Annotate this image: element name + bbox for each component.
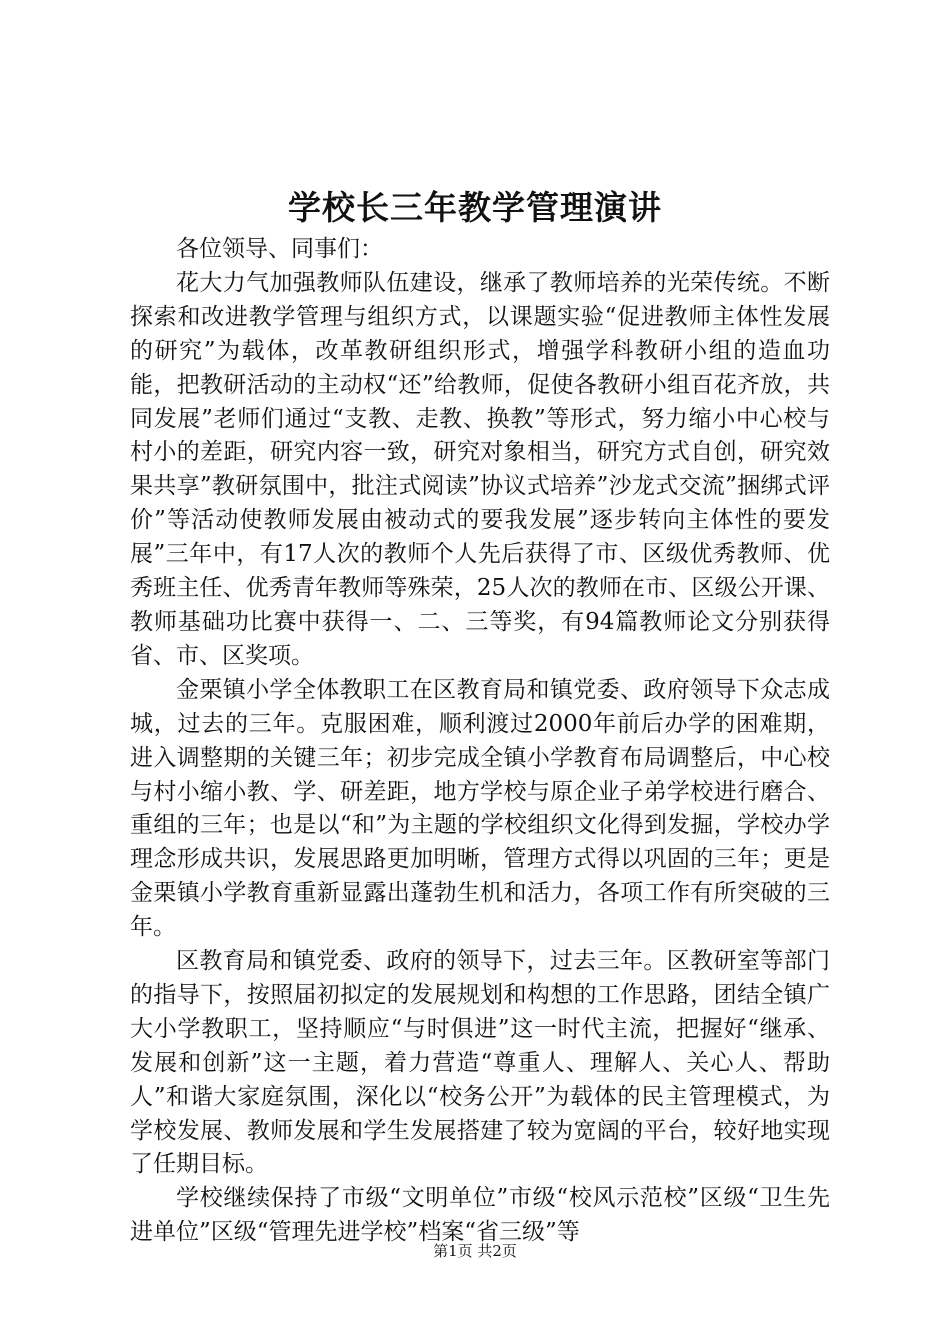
document-body	[130, 233, 830, 1250]
page-number-footer: 第1页 共2页	[433, 1242, 517, 1260]
document-title: 学校长三年教学管理演讲	[288, 188, 662, 227]
salutation-paragraph: 各位领导、同事们：	[176, 236, 383, 262]
body-paragraph: 区教育局和镇党委、政府的领导下，过去三年。区教研室等部门的指导下，按照届初拟定的发展规划和构想的工作思路，团结全镇广大小学教职工，坚持顺应“与时俱进”这一时代主流，把握好“继承、发展和创新”这一主题，着力营造“尊重人、理解人、关心人、帮助人”和谐大家庭氛围，深化以“校务公开”为载体的民主管理模式，为学校发展、教师发展和学生发展搭建了较为宽阔的平台，较好地实现了任期目标。	[130, 948, 830, 1178]
body-paragraph: 金栗镇小学全体教职工在区教育局和镇党委、政府领导下众志成城，过去的三年。克服困难，顺利渡过2000年前后办学的困难期，进入调整期的关键三年；初步完成全镇小学教育布局调整后，中心校与村小缩小教、学、研差距，地方学校与原企业子弟学校进行磨合、重组的三年；也是以“和”为主题的学校组织文化得到发掘，学校办学理念形成共识，发展思路更加明晰，管理方式得以巩固的三年；更是金栗镇小学教育重新显露出蓬勃生机和活力，各项工作有所突破的三年。	[130, 676, 830, 941]
body-paragraph: 学校继续保持了市级“文明单位”市级“校风示范校”区级“卫生先进单位”区级“管理先进学校”档案“省三级”等	[130, 1185, 830, 1246]
body-paragraph: 花大力气加强教师队伍建设，继承了教师培养的光荣传统。不断探索和改进教学管理与组织方式，以课题实验“促进教师主体性发展的研究”为载体，改革教研组织形式，增强学科教研小组的造血功能，把教研活动的主动权“还”给教师，促使各教研小组百花齐放，共同发展”老师们通过“支教、走教、换教”等形式，努力缩小中心校与村小的差距，研究内容一致，研究对象相当，研究方式自创，研究效果共享”教研氛围中，批注式阅读”协议式培养”沙龙式交流”捆绑式评价”等活动使教师发展由被动式的要我发展”逐步转向主体性的要发展”三年中，有17人次的教师个人先后获得了市、区级优秀教师、优秀班主任、优秀青年教师等殊荣，25人次的教师在市、区级公开课、教师基础功比赛中获得一、二、三等奖，有94篇教师论文分别获得省、市、区奖项。	[130, 269, 830, 669]
